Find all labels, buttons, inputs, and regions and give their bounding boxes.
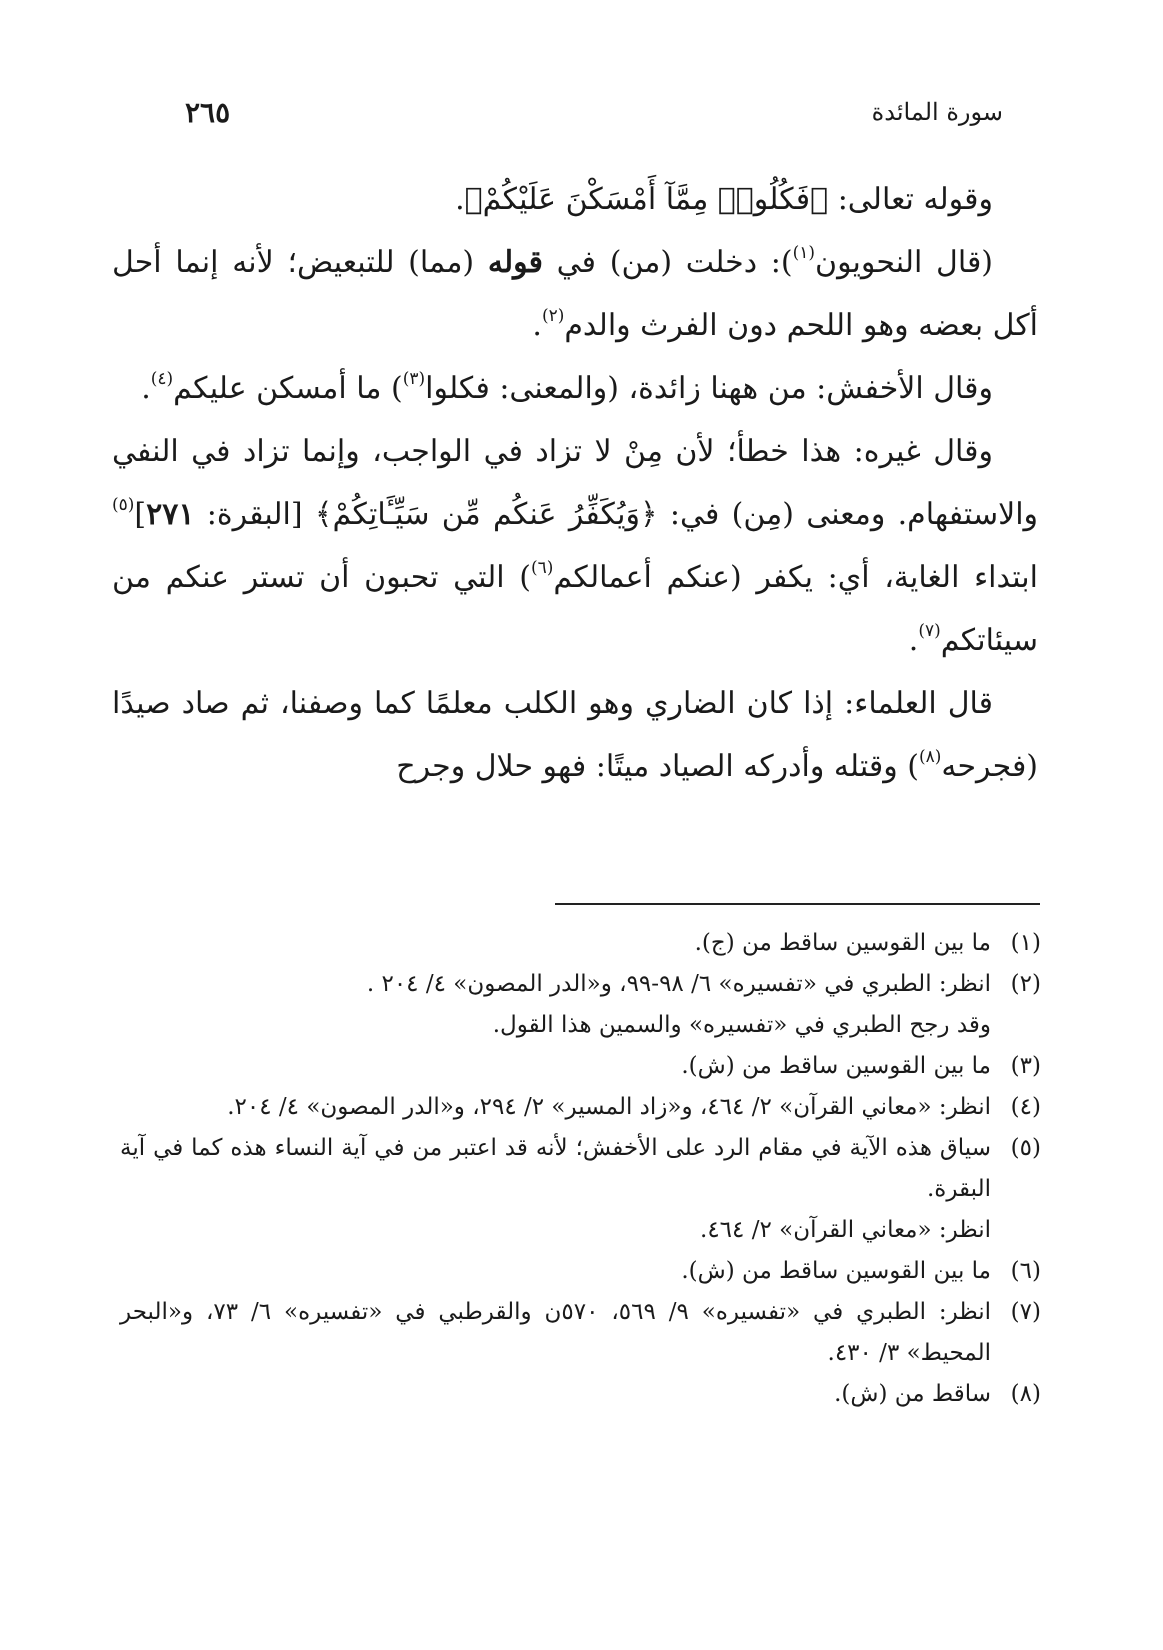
footnote-number: (١) — [1010, 930, 1041, 956]
footnote-text — [120, 1374, 991, 1415]
footnote-ref[interactable]: (٤) — [150, 369, 174, 389]
page-number: ٢٦٥ — [185, 95, 231, 129]
footnote-number: (٣) — [1010, 1053, 1041, 1079]
main-text — [112, 168, 1038, 798]
footnote-item — [120, 923, 1041, 964]
footnote-number: (٢) — [1010, 971, 1041, 997]
quran-quote: ﴿وَيُكَفِّرُ عَنكُم مِّن سَيِّـَٔاتِكُمْ﴾ — [314, 497, 658, 532]
footnote-text — [120, 1128, 991, 1251]
footnote-number: (٧) — [1010, 1299, 1041, 1325]
footnotes — [120, 923, 1041, 1415]
text-run: . — [455, 182, 465, 217]
verse-number: ٢٧١ — [146, 497, 195, 532]
text-run: ): دخلت (من) في — [542, 245, 793, 280]
footnote-line: انظر: الطبري في «تفسيره» ٦/ ٩٨-٩٩، و«الدر المصون» ٤/ ٢٠٤ . — [366, 971, 991, 997]
footnote-text — [120, 1292, 991, 1374]
quran-quote: ﴿فَكُلُوا۟ مِمَّآ أَمْسَكْنَ عَلَيْكُمْ﴾ — [464, 182, 829, 217]
footnote-item — [120, 1292, 1041, 1374]
footnote-divider — [555, 903, 1040, 905]
text-run: ] — [134, 497, 147, 532]
footnote-item — [120, 1374, 1041, 1415]
running-title: سورة المائدة — [871, 98, 1003, 126]
footnote-number: (٦) — [1010, 1258, 1041, 1284]
footnote-line: ما بين القوسين ساقط من (ش). — [681, 1053, 991, 1079]
footnote-text — [120, 1251, 991, 1292]
footnote-item — [120, 1128, 1041, 1251]
footnote-ref[interactable]: (٨) — [918, 747, 942, 767]
footnote-ref[interactable]: (٣) — [402, 369, 426, 389]
footnote-item — [120, 1046, 1041, 1087]
footnote-text — [120, 1087, 991, 1128]
footnote-line: وقد رجح الطبري في «تفسيره» والسمين هذا القول. — [492, 1012, 991, 1038]
text-run: (قال النحويون — [815, 245, 994, 280]
footnote-ref[interactable]: (٢) — [541, 306, 565, 326]
footnote-text — [120, 923, 991, 964]
text-run: وقال الأخفش: من ههنا زائدة، (والمعنى: فكلوا — [425, 371, 993, 406]
text-run: . — [908, 623, 919, 658]
paragraph — [112, 420, 1038, 672]
footnote-line: انظر: الطبري في «تفسيره» ٩/ ٥٦٩، ٥٧٠ن والقرطبي في «تفسيره» ٦/ ٧٣، و«البحر المحيط» ٣/ ٤٣٠. — [120, 1299, 992, 1366]
page-header — [185, 92, 1003, 132]
text-run: ابتداء الغاية، أي: يكفر (عنكم أعمالكم — [553, 560, 1038, 595]
paragraph — [112, 672, 1038, 798]
text-run: [البقرة: — [194, 497, 315, 532]
text-run: . — [532, 308, 542, 343]
footnote-line: ما بين القوسين ساقط من (ش). — [681, 1258, 991, 1284]
text-run: ) وقتله وأدركه الصياد ميتًا: فهو حلال وجرح — [396, 749, 919, 784]
text-run: قال العلماء: إذا كان الضاري وهو الكلب معلمًا كما وصفنا، ثم صاد صيدًا (فجرحه — [112, 686, 1038, 784]
footnote-line: سياق هذه الآية في مقام الرد على الأخفش؛ لأنه قد اعتبر من في آية النساء هذه كما في آية البقرة. — [120, 1135, 991, 1202]
text-run: وقوله تعالى: — [828, 182, 993, 217]
text-run: ) ما أمسكن عليكم — [173, 371, 403, 406]
paragraph — [112, 357, 1038, 420]
footnote-ref[interactable]: (٥) — [112, 495, 135, 515]
footnote-line: انظر: «معاني القرآن» ٢/ ٤٦٤. — [700, 1217, 991, 1243]
footnote-text — [120, 1046, 991, 1087]
footnote-item — [120, 1087, 1041, 1128]
text-run: . — [141, 371, 151, 406]
footnote-ref[interactable]: (٦) — [530, 558, 554, 578]
footnote-number: (٤) — [1010, 1094, 1041, 1120]
footnote-number: (٨) — [1010, 1381, 1041, 1407]
footnote-ref[interactable]: (٧) — [918, 621, 941, 641]
footnote-item — [120, 1251, 1041, 1292]
footnote-line: ساقط من (ش). — [834, 1381, 991, 1407]
text-run-bold: قوله — [487, 245, 543, 280]
footnote-ref[interactable]: (١) — [792, 243, 816, 263]
text-run: وقال غيره: هذا خطأ؛ لأن مِنْ لا تزاد في الواجب، وإنما تزاد في النفي والاستفهام. ومعنى (مِن) في: — [112, 434, 1039, 532]
footnote-line: ما بين القوسين ساقط من (ج). — [694, 930, 991, 956]
text-run: (مما) للتبعيض؛ لأنه إنما أحل أكل بعضه وهو اللحم دون الفرث والدم — [112, 245, 1038, 343]
footnote-item — [120, 964, 1041, 1046]
text-run: ) التي تحبون أن تستر عنكم من سيئاتكم — [112, 560, 1038, 658]
footnote-line: انظر: «معاني القرآن» ٢/ ٤٦٤، و«زاد المسير» ٢/ ٢٩٤، و«الدر المصون» ٤/ ٢٠٤. — [227, 1094, 991, 1120]
paragraph — [112, 231, 1038, 357]
footnote-number: (٥) — [1010, 1135, 1041, 1161]
footnote-text — [120, 964, 991, 1046]
paragraph — [112, 168, 1038, 231]
